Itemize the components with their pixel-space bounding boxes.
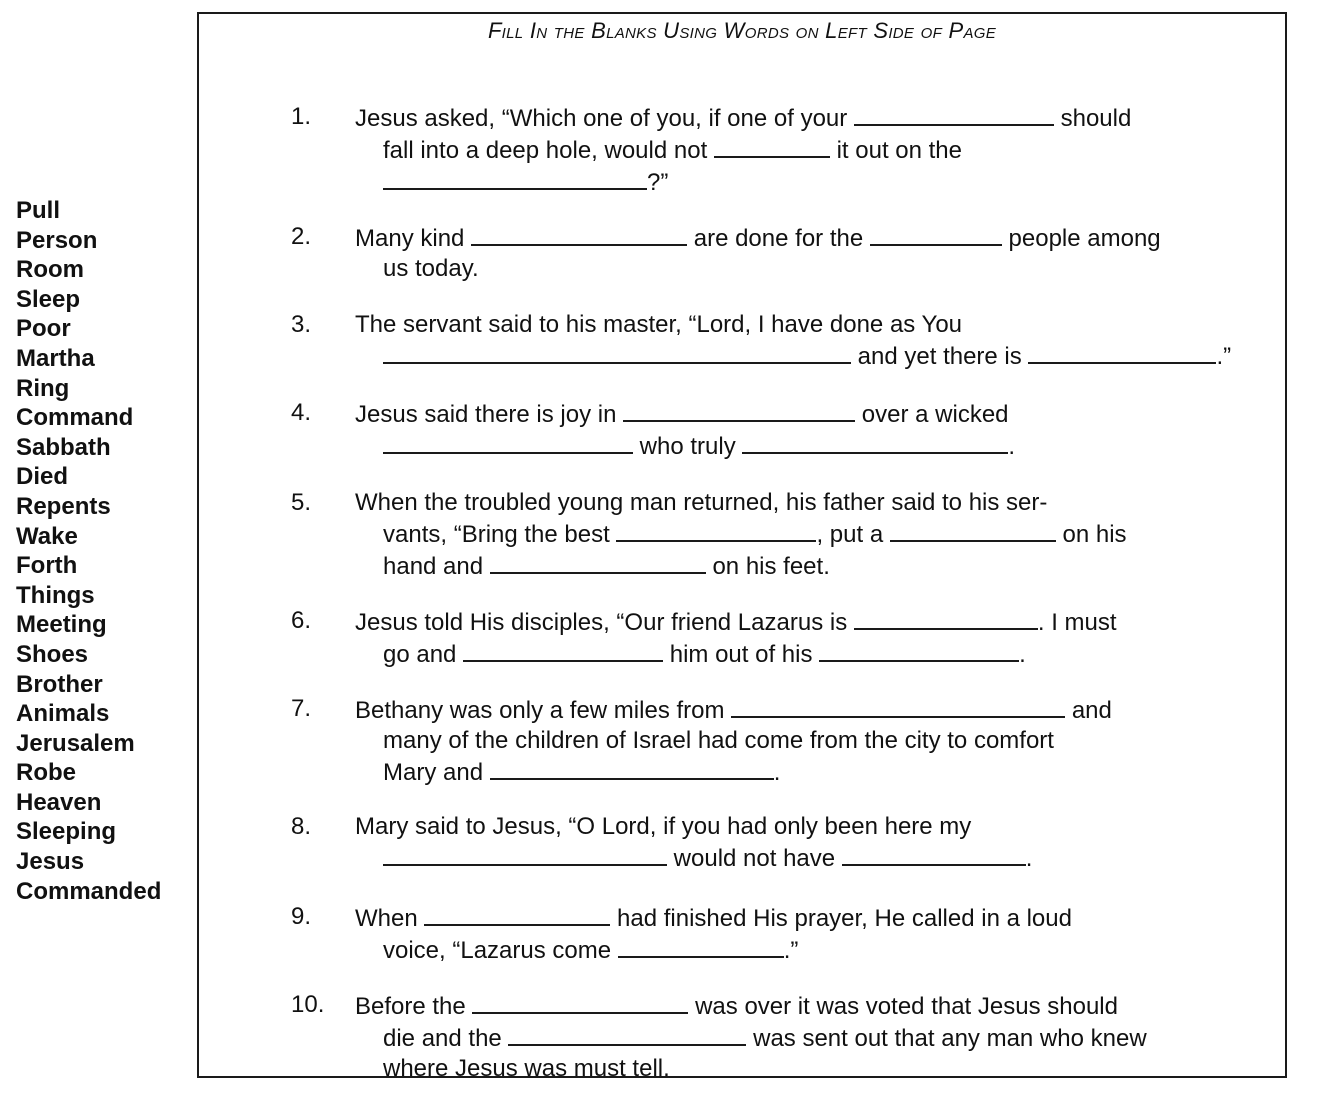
question-text: Jesus told His disciples, “Our friend Lazarus is (355, 609, 854, 636)
word-bank-item: Wake (16, 522, 78, 550)
word-bank-item: Died (16, 463, 69, 491)
question-line (291, 398, 1286, 430)
question-number: 10. (291, 991, 325, 1018)
question-line (291, 488, 1286, 518)
question-text: When (355, 905, 425, 932)
question-line (291, 812, 1286, 842)
word-bank-item: Brother (16, 670, 103, 698)
question-line (291, 606, 1286, 638)
question-text: Many kind (355, 225, 472, 252)
word-bank-item: Sabbath (16, 433, 111, 461)
answer-blank[interactable] (383, 340, 851, 364)
answer-blank[interactable] (508, 1022, 746, 1046)
question-line (291, 518, 1286, 550)
question-1 (291, 102, 1286, 198)
question-6 (291, 606, 1286, 670)
question-text: . (1019, 641, 1026, 668)
answer-blank[interactable] (383, 842, 667, 866)
question-line (291, 638, 1286, 670)
question-line (291, 990, 1286, 1022)
question-text: vants, “Bring the best (383, 521, 617, 548)
word-bank-item: Sleeping (16, 818, 117, 846)
question-text: Before the (355, 993, 473, 1020)
answer-blank[interactable] (854, 606, 1038, 630)
word-bank-item: Person (16, 226, 98, 254)
answer-blank[interactable] (618, 934, 784, 958)
question-text: on his feet. (705, 553, 830, 580)
question-line (291, 902, 1286, 934)
question-number: 3. (291, 311, 312, 338)
question-line (291, 756, 1286, 788)
answer-blank[interactable] (854, 102, 1054, 126)
word-bank-item: Robe (16, 759, 76, 787)
question-text: go and (383, 641, 464, 668)
word-bank-item: Jesus (16, 848, 85, 876)
question-text: it out on the (829, 137, 962, 164)
question-text: who truly (633, 433, 743, 460)
question-line (291, 102, 1286, 134)
question-text: him out of his (663, 641, 820, 668)
question-text: Jesus asked, “Which one of you, if one of your (355, 105, 854, 132)
answer-blank[interactable] (472, 990, 688, 1014)
answer-blank[interactable] (471, 222, 687, 246)
question-line (291, 430, 1286, 462)
word-bank-item: Martha (16, 344, 95, 372)
question-text: was over it was voted that Jesus should (688, 993, 1118, 1020)
answer-blank[interactable] (623, 398, 855, 422)
question-line (291, 726, 1286, 756)
word-bank-item: Room (16, 256, 84, 284)
answer-blank[interactable] (383, 166, 647, 190)
question-number: 6. (291, 607, 312, 634)
answer-blank[interactable] (490, 756, 774, 780)
answer-blank[interactable] (490, 550, 706, 574)
question-text: , put a (816, 521, 890, 548)
answer-blank[interactable] (731, 694, 1065, 718)
question-text: When the troubled young man returned, his father said to his ser- (355, 489, 1048, 516)
question-7 (291, 694, 1286, 788)
question-line (291, 694, 1286, 726)
word-bank-item: Sleep (16, 285, 81, 313)
answer-blank[interactable] (742, 430, 1008, 454)
question-text: . (1008, 433, 1016, 460)
answer-blank[interactable] (842, 842, 1026, 866)
question-text: where Jesus was must tell. (383, 1055, 670, 1082)
question-4 (291, 398, 1286, 462)
word-bank-item: Animals (16, 700, 110, 728)
answer-blank[interactable] (714, 134, 830, 158)
word-bank-item: Heaven (16, 788, 102, 816)
answer-blank[interactable] (616, 518, 816, 542)
question-line (291, 1022, 1286, 1054)
worksheet-title: Fill In the Blanks Using Words on Left Side of Page (487, 18, 997, 43)
question-text: ?” (647, 169, 669, 196)
question-line (291, 1054, 1286, 1084)
question-text: and (1065, 697, 1112, 724)
question-5 (291, 488, 1286, 582)
question-2 (291, 222, 1286, 284)
answer-blank[interactable] (870, 222, 1002, 246)
question-text: .” (783, 937, 799, 964)
question-text: voice, “Lazarus come (383, 937, 618, 964)
question-number: 7. (291, 695, 312, 722)
question-text: had finished His prayer, He called in a loud (610, 905, 1072, 932)
question-text: die and the (383, 1025, 509, 1052)
word-bank-item: Shoes (16, 640, 89, 668)
question-line (291, 550, 1286, 582)
question-text: Bethany was only a few miles from (355, 697, 732, 724)
question-text: . I must (1037, 609, 1117, 636)
question-text: . (1025, 845, 1033, 872)
question-line (291, 166, 1286, 198)
question-text: hand and (383, 553, 490, 580)
question-line (291, 340, 1286, 372)
word-bank-item: Pull (16, 197, 61, 224)
question-text: should (1053, 105, 1132, 132)
question-number: 4. (291, 399, 312, 426)
question-3 (291, 310, 1286, 372)
question-text: was sent out that any man who knew (746, 1025, 1147, 1052)
question-number: 9. (291, 903, 312, 930)
word-bank (16, 196, 161, 906)
answer-blank[interactable] (383, 430, 633, 454)
question-text: us today. (383, 255, 479, 282)
question-text: . (773, 759, 781, 786)
answer-blank[interactable] (890, 518, 1056, 542)
word-bank-item: Commanded (16, 877, 162, 905)
question-text: The servant said to his master, “Lord, I have done as You (355, 311, 963, 338)
question-number: 1. (291, 103, 312, 130)
answer-blank[interactable] (463, 638, 663, 662)
question-line (291, 842, 1286, 874)
question-text: are done for the (687, 225, 870, 252)
question-text: on his (1055, 521, 1127, 548)
question-line (291, 222, 1286, 254)
question-text: Mary and (383, 759, 490, 786)
word-bank-item: Poor (16, 315, 71, 343)
question-text: Mary said to Jesus, “O Lord, if you had only been here my (355, 813, 972, 840)
question-text: over a wicked (855, 401, 1009, 428)
question-8 (291, 812, 1286, 874)
question-number: 2. (291, 223, 312, 250)
question-number: 5. (291, 489, 312, 516)
word-bank-item: Repents (16, 492, 111, 520)
word-bank-item: Meeting (16, 611, 107, 639)
question-number: 8. (291, 813, 312, 840)
question-text: people among (1001, 225, 1161, 252)
worksheet-panel (197, 12, 1287, 1082)
question-text: and yet there is (851, 343, 1029, 370)
word-bank-item: Command (16, 404, 134, 432)
question-text: Jesus said there is joy in (355, 401, 624, 428)
question-line (291, 254, 1286, 284)
question-text: would not have (667, 845, 842, 872)
answer-blank[interactable] (819, 638, 1019, 662)
question-line (291, 310, 1286, 340)
question-9 (291, 902, 1286, 966)
word-bank-item: Things (16, 581, 95, 609)
word-bank-item: Ring (16, 374, 70, 402)
question-10 (291, 990, 1286, 1084)
question-line (291, 134, 1286, 166)
question-line (291, 934, 1286, 966)
question-text: fall into a deep hole, would not (383, 137, 714, 164)
answer-blank[interactable] (1028, 340, 1216, 364)
word-bank-item: Forth (16, 552, 78, 580)
question-text: many of the children of Israel had come from the city to comfort (383, 727, 1054, 754)
question-text: .” (1216, 343, 1232, 370)
answer-blank[interactable] (424, 902, 610, 926)
word-bank-item: Jerusalem (16, 729, 135, 757)
